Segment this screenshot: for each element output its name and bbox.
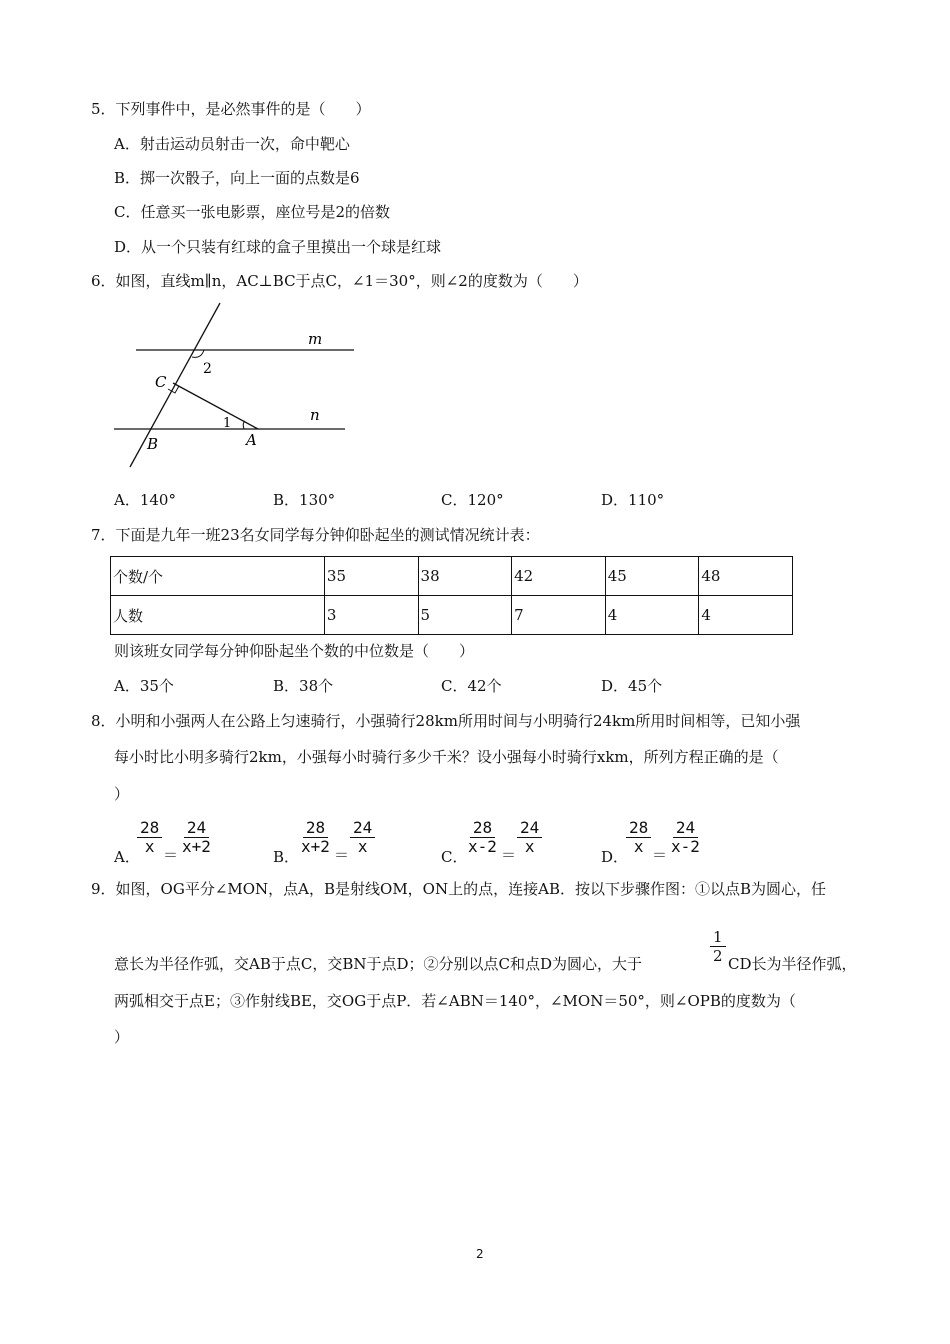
denominator: 2 (713, 947, 723, 965)
q7-option-b: B．38个 (273, 677, 334, 695)
numerator: 28 (626, 819, 651, 838)
denominator: x (144, 837, 155, 856)
table-cell: 5 (418, 596, 512, 635)
label-a: A (246, 431, 257, 449)
equals-sign: ＝ (163, 846, 179, 864)
table-cell: 4 (605, 596, 699, 635)
q8-option-c-fraction-2 (517, 819, 542, 856)
numerator: 28 (137, 819, 162, 838)
numerator: 1 (710, 928, 726, 947)
numerator: 24 (350, 819, 375, 838)
table-row (111, 557, 793, 596)
q5-option-a: A．射击运动员射击一次，命中靶心 (114, 135, 350, 153)
q9-line-2a: 意长为半径作弧，交AB于点C，交BN于点D；②分别以点C和点D为圆心，大于 (114, 955, 643, 973)
denominator: x-2 (671, 837, 700, 856)
q7-option-d: D．45个 (601, 677, 663, 695)
q8-option-a-fraction-2 (180, 819, 213, 856)
q6-stem: 6．如图，直线m∥n，AC⊥BC于点C，∠1＝30°，则∠2的度数为（ ） (91, 272, 588, 290)
q6-option-d: D．110° (601, 491, 665, 509)
q7-option-a: A．35个 (114, 677, 174, 695)
label-1: 1 (223, 416, 232, 431)
q9-half-fraction (710, 928, 726, 965)
numerator: 28 (470, 819, 495, 838)
q7-stats-table (110, 556, 793, 635)
q8-option-b-label: B． (273, 848, 300, 866)
q5-option-b: B．掷一次骰子，向上一面的点数是6 (114, 169, 360, 187)
q8-option-c-fraction-1 (466, 819, 499, 856)
denominator: x (524, 837, 535, 856)
page-number: 2 (476, 1247, 484, 1261)
equals-sign: ＝ (652, 846, 668, 864)
q8-option-d-fraction-1 (626, 819, 651, 856)
table-cell: 45 (605, 557, 699, 596)
label-m: m (308, 330, 323, 348)
q9-line-2b: CD长为半径作弧， (728, 955, 857, 973)
label-n: n (310, 406, 320, 424)
denominator: x+2 (301, 837, 330, 856)
denominator: x-2 (468, 837, 497, 856)
table-row (111, 596, 793, 635)
table-cell: 4 (699, 596, 793, 635)
q6-option-c: C．120° (441, 491, 504, 509)
q7-option-c: C．42个 (441, 677, 502, 695)
q6-option-b: B．130° (273, 491, 336, 509)
q9-line-1: 9．如图，OG平分∠MON，点A，B是射线OM，ON上的点，连接AB．按以下步骤作图：①以点B为圆心，任 (91, 880, 826, 898)
denominator: x+2 (182, 837, 211, 856)
q8-option-d-fraction-2 (669, 819, 702, 856)
q8-line-1: 8．小明和小强两人在公路上匀速骑行，小强骑行28km所用时间与小明骑行24km所用时间相等，已知小强 (91, 712, 801, 730)
q8-option-d-label: D． (601, 848, 629, 866)
denominator: x (357, 837, 368, 856)
numerator: 24 (517, 819, 542, 838)
q5-stem: 5．下列事件中，是必然事件的是（ ） (91, 100, 371, 118)
q8-option-a-fraction-1 (137, 819, 162, 856)
q7-question: 则该班女同学每分钟仰卧起坐个数的中位数是（ ） (114, 642, 475, 660)
q8-option-a-label: A． (114, 848, 140, 866)
numerator: 24 (673, 819, 698, 838)
table-cell: 人数 (111, 596, 325, 635)
table-cell: 7 (512, 596, 606, 635)
equals-sign: ＝ (501, 846, 517, 864)
q6-figure (100, 295, 370, 480)
q6-option-a: A．140° (114, 491, 176, 509)
table-cell: 3 (324, 596, 418, 635)
table-cell: 38 (418, 557, 512, 596)
q5-option-d: D．从一个只装有红球的盒子里摸出一个球是红球 (114, 238, 442, 256)
table-cell: 48 (699, 557, 793, 596)
label-c: C (155, 373, 167, 391)
table-cell: 42 (512, 557, 606, 596)
q9-line-4: ） (114, 1028, 130, 1046)
q8-line-3: ） (114, 785, 130, 803)
transversal-bc (130, 303, 220, 467)
q8-option-c-label: C． (441, 848, 468, 866)
numerator: 24 (184, 819, 209, 838)
q8-option-b-fraction-1 (299, 819, 332, 856)
denominator: x (633, 837, 644, 856)
table-cell: 个数/个 (111, 557, 325, 596)
q7-stem: 7．下面是九年一班23名女同学每分钟仰卧起坐的测试情况统计表： (91, 526, 540, 544)
q8-line-2: 每小时比小明多骑行2km，小强每小时骑行多少千米？设小强每小时骑行xkm，所列方程正确的是（ (114, 748, 779, 766)
equals-sign: ＝ (334, 846, 350, 864)
label-b: B (147, 435, 159, 453)
q9-line-3: 两弧相交于点E；③作射线BE，交OG于点P．若∠ABN＝140°，∠MON＝50°，则∠OPB的度数为（ (114, 992, 796, 1010)
label-2: 2 (203, 361, 212, 377)
q5-option-c: C．任意买一张电影票，座位号是2的倍数 (114, 203, 391, 221)
table-cell: 35 (324, 557, 418, 596)
numerator: 28 (303, 819, 328, 838)
q8-option-b-fraction-2 (350, 819, 375, 856)
segment-ca (173, 383, 258, 429)
